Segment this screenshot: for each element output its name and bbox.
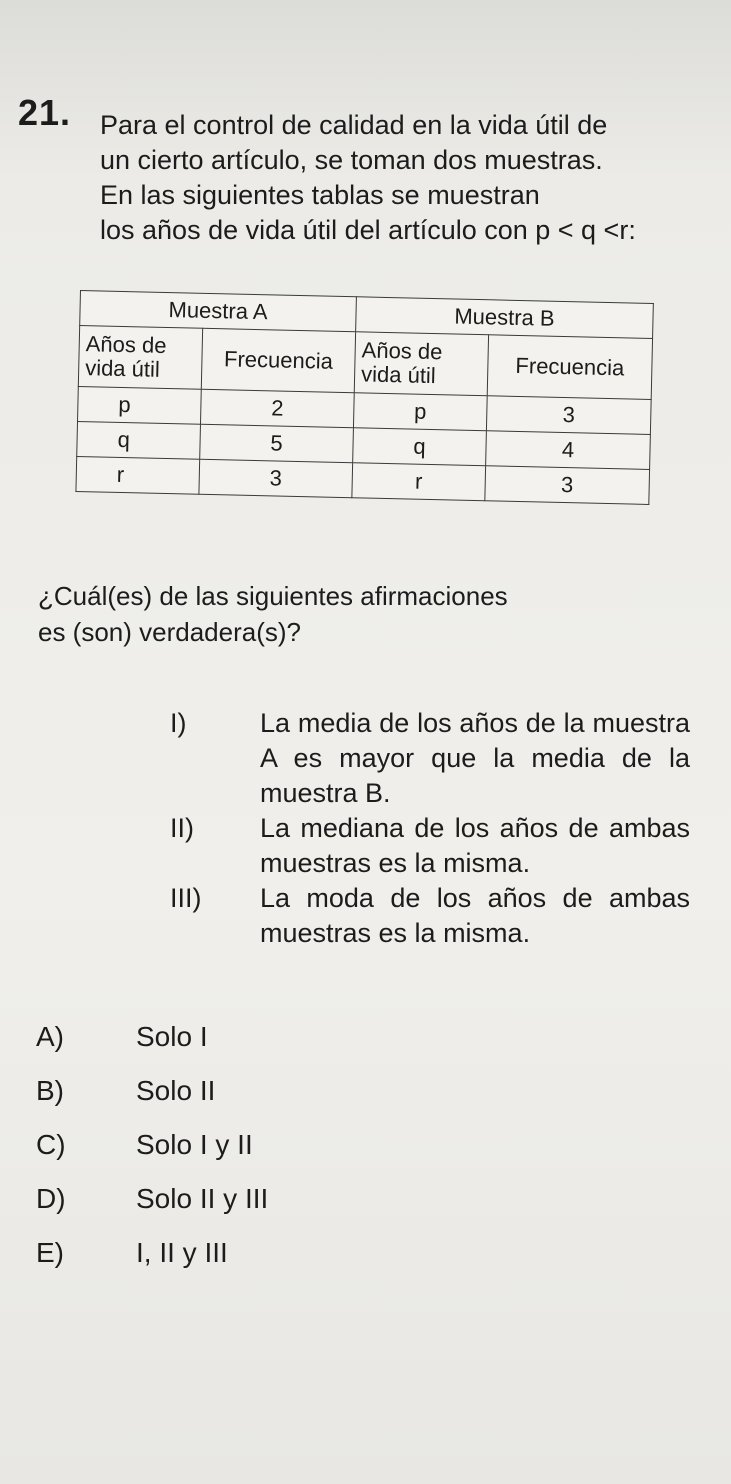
- col-header-years-b: Años de vida útil: [354, 332, 488, 396]
- cell-b-year: p: [353, 393, 487, 431]
- samples-table: [75, 290, 653, 505]
- statement-text: La mediana de los años de ambas muestras es la misma.: [260, 813, 690, 878]
- statement-item: [170, 706, 690, 811]
- answer-options: [36, 1010, 268, 1280]
- option-letter: C): [36, 1129, 66, 1160]
- col-header-years-a: Años de vida útil: [78, 326, 202, 390]
- question-stem: [100, 108, 700, 248]
- cell-b-freq: 3: [485, 466, 650, 505]
- cell-a-year: q: [77, 421, 201, 459]
- cell-b-freq: 4: [486, 431, 651, 470]
- question-prompt: [38, 578, 678, 650]
- group-header-sample-b: Muestra B: [356, 297, 654, 339]
- question-number: 21.: [18, 92, 72, 133]
- statements-list: [170, 706, 690, 951]
- cell-b-freq: 3: [486, 396, 651, 435]
- statement-item: [170, 811, 690, 881]
- option-letter: B): [36, 1075, 64, 1106]
- cell-b-year: q: [353, 428, 487, 466]
- option-text: Solo I y II: [136, 1129, 253, 1160]
- answer-option-e[interactable]: [36, 1226, 268, 1280]
- option-text: Solo II: [136, 1075, 216, 1106]
- prompt-line: es (son) verdadera(s)?: [38, 617, 301, 647]
- statement-text: La moda de los años de ambas muestras es la misma.: [260, 883, 690, 948]
- statement-number: II): [170, 813, 194, 843]
- cell-b-year: r: [352, 463, 486, 501]
- statement-number: I): [170, 708, 187, 738]
- answer-option-d[interactable]: [36, 1172, 268, 1226]
- option-letter: E): [36, 1237, 64, 1268]
- group-header-sample-a: Muestra A: [80, 291, 357, 332]
- stem-line: Para el control de calidad en la vida útil de: [100, 110, 608, 140]
- cell-a-year: r: [76, 456, 200, 494]
- answer-option-a[interactable]: [36, 1010, 268, 1064]
- option-letter: D): [36, 1183, 66, 1214]
- option-letter: A): [36, 1021, 64, 1052]
- stem-line: los años de vida útil del artículo con p < q <r:: [100, 215, 636, 245]
- statement-number: III): [170, 883, 202, 913]
- answer-option-b[interactable]: [36, 1064, 268, 1118]
- stem-line: En las siguientes tablas se muestran: [100, 180, 540, 210]
- cell-a-freq: 2: [200, 389, 354, 427]
- cell-a-freq: 5: [200, 424, 354, 462]
- cell-a-freq: 3: [199, 459, 353, 497]
- stem-line: un cierto artículo, se toman dos muestras.: [100, 145, 603, 175]
- col-header-freq-a: Frecuencia: [201, 328, 355, 392]
- option-text: Solo II y III: [136, 1183, 269, 1214]
- option-text: Solo I: [136, 1021, 208, 1052]
- answer-option-c[interactable]: [36, 1118, 268, 1172]
- statement-item: [170, 881, 690, 951]
- prompt-line: ¿Cuál(es) de las siguientes afirmaciones: [38, 581, 508, 611]
- option-text: I, II y III: [136, 1237, 228, 1268]
- statement-text: La media de los años de la muestra A es mayor que la media de la muestra B.: [260, 708, 690, 808]
- cell-a-year: p: [78, 386, 202, 424]
- col-header-freq-b: Frecuencia: [487, 335, 652, 400]
